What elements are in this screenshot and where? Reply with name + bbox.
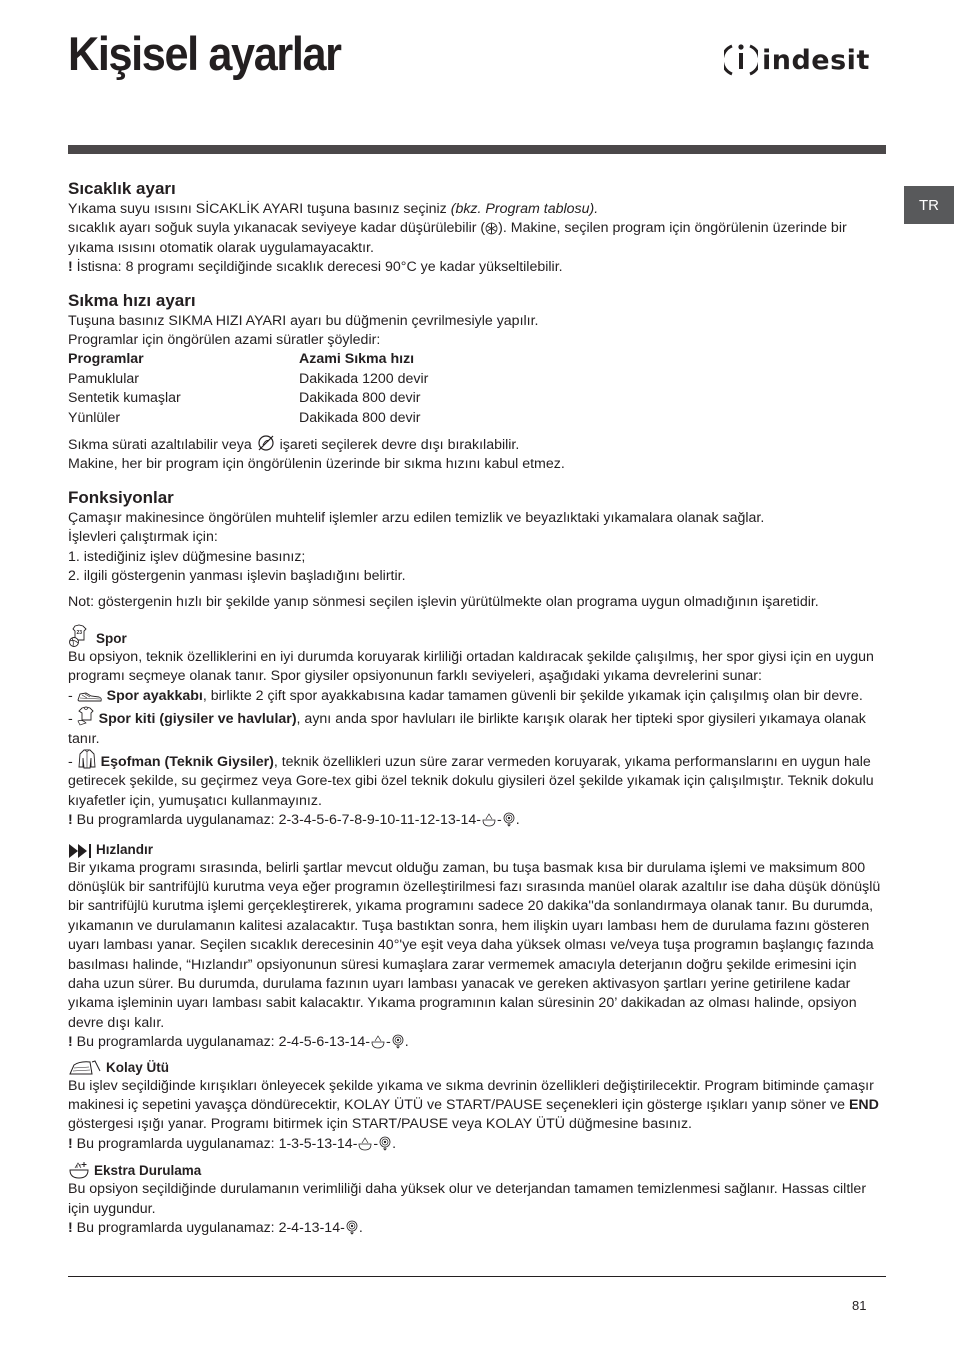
exclamation-mark: ! bbox=[68, 1135, 73, 1152]
speedup-heading: Hızlandır bbox=[96, 841, 154, 857]
period: . bbox=[358, 1220, 363, 1237]
main-content bbox=[68, 178, 888, 1238]
functions-how-to: İşlevleri çalıştırmak için: bbox=[68, 529, 218, 546]
functions-step-1: 1. istediğiniz işlev düğmesine basınız; bbox=[68, 548, 306, 565]
table-cell: Dakikada 1200 devir bbox=[299, 370, 429, 387]
speedup-subheading bbox=[68, 841, 888, 859]
sport-kit-label: Spor kiti (giysiler ve havlular) bbox=[98, 711, 297, 728]
table-header: Programlar bbox=[68, 351, 144, 368]
exclamation-mark: ! bbox=[68, 812, 73, 829]
speedup-not-applicable bbox=[68, 1033, 888, 1052]
temperature-text: sıcaklık ayarı soğuk suyla yıkanacak seviyeye kadar düşürülebilir ( bbox=[68, 220, 486, 237]
extra-rinse-not-applicable bbox=[68, 1219, 888, 1238]
not-applicable-text: Bu programlarda uygulanamaz: 2-4-13-14- bbox=[72, 1220, 345, 1237]
easy-iron-text: seçenekleri için gösterge ışıkları yanıp söner ve bbox=[542, 1097, 849, 1114]
table-row bbox=[68, 370, 428, 389]
page-number: 81 bbox=[852, 1298, 867, 1313]
extra-rinse-subheading bbox=[68, 1160, 888, 1180]
easy-iron-not-applicable bbox=[68, 1135, 888, 1154]
indesit-logo-icon bbox=[724, 40, 758, 80]
easy-iron-subheading bbox=[68, 1059, 888, 1077]
exclamation-mark: ! bbox=[68, 259, 73, 276]
functions-step-2: 2. ilgili göstergenin yanması işlevin başladığını belirtir. bbox=[68, 568, 406, 585]
end-label: END bbox=[848, 1097, 879, 1114]
table-row bbox=[68, 389, 428, 408]
sport-jersey-icon bbox=[68, 624, 92, 648]
spin-drain-icon bbox=[378, 1136, 392, 1151]
brand-name: indesit bbox=[762, 44, 870, 76]
temperature-section bbox=[68, 178, 888, 278]
spin-line2: Programlar için öngörülen azami süratler şöyledir: bbox=[68, 332, 381, 349]
table-cell: Dakikada 800 devir bbox=[299, 409, 421, 426]
easy-iron-desc bbox=[68, 1077, 888, 1135]
bullet-dash: - bbox=[68, 753, 73, 770]
sport-not-applicable bbox=[68, 811, 888, 830]
extra-rinse-heading: Ekstra Durulama bbox=[94, 1163, 202, 1179]
table-cell: Sentetik kumaşlar bbox=[68, 390, 181, 407]
period: . bbox=[392, 1135, 397, 1152]
page-title: Kişisel ayarlar bbox=[68, 27, 341, 80]
temperature-line2 bbox=[68, 219, 888, 258]
program-table-ref: (bkz. Program tablosu). bbox=[450, 201, 599, 217]
temperature-text: ). Makine, seçilen program için öngörülenin üzerinde bir yıkama ısısını otomatik olarak uygulamayacaktır. bbox=[68, 220, 847, 256]
bullet-dash: - bbox=[386, 1034, 391, 1051]
sport-section bbox=[68, 624, 888, 831]
easy-iron-section bbox=[68, 1059, 888, 1155]
bullet-dash: - bbox=[68, 711, 73, 728]
sport-shoes bbox=[68, 687, 888, 706]
spin-text: işareti seçilerek devre dışı bırakılabilir. bbox=[275, 437, 520, 454]
language-tab: TR bbox=[904, 186, 954, 224]
period: . bbox=[515, 812, 520, 829]
spin-line3 bbox=[68, 434, 888, 455]
table-cell: Yünlüler bbox=[68, 409, 121, 426]
sport-tracksuit bbox=[68, 749, 888, 811]
temperature-text: Yıkama suyu ısısını SİCAKLİK AYARI tuşuna basınız seçiniz bbox=[68, 201, 451, 217]
extra-rinse-desc: Bu opsiyon seçildiğinde durulamanın verimliliği daha yüksek olur ve deterjandan tamamen temizlenmesi sağlanır. Hassas ciltler için uygundur. bbox=[68, 1181, 867, 1217]
svg-text:23: 23 bbox=[76, 629, 83, 636]
not-applicable-text: Bu programlarda uygulanamaz: 1-3-5-13-14- bbox=[72, 1135, 358, 1152]
sport-shoes-label: Spor ayakkabı bbox=[106, 687, 203, 704]
easy-iron-text: veya KOLAY ÜTÜ düğmesine basınız. bbox=[448, 1116, 692, 1133]
extra-rinse-icon bbox=[68, 1160, 90, 1180]
temperature-note-text: İstisna: 8 programı seçildiğinde sıcaklık derecesi 90°C ye kadar yükseltilebilir. bbox=[72, 259, 563, 276]
spin-drain-icon bbox=[345, 1220, 359, 1235]
sport-shoes-text: , birlikte 2 çift spor ayakkabısına kadar tamamen güvenli bir şekilde yıkamak için çalışılmış olan bir devre. bbox=[202, 687, 863, 704]
sport-heading: Spor bbox=[96, 630, 127, 646]
tracksuit-label: Eşofman (Teknik Giysiler) bbox=[100, 753, 274, 770]
extra-rinse-symbol-icon bbox=[481, 813, 497, 827]
functions-intro: Çamaşır makinesince öngörülen muhtelif işlemler arzu edilen temizlik ve beyazlıktaki yıkamalara olanak sağlar. bbox=[68, 509, 765, 526]
no-spin-icon bbox=[256, 434, 276, 452]
sport-kit-icon bbox=[77, 706, 95, 726]
not-applicable-text: Bu programlarda uygulanamaz: 2-3-4-5-6-7-8-9-10-11-12-13-14- bbox=[72, 812, 481, 829]
easy-iron-heading: Kolay Ütü bbox=[106, 1059, 170, 1075]
spin-heading: Sıkma hızı ayarı bbox=[68, 290, 196, 310]
functions-section bbox=[68, 487, 888, 612]
sport-subheading bbox=[68, 624, 888, 648]
table-cell: Pamuklular bbox=[68, 370, 139, 387]
functions-note: Not: göstergenin hızlı bir şekilde yanıp sönmesi seçilen işlevin yürütülmekte olan programa uygun olmadığının işaretidir. bbox=[68, 593, 819, 610]
table-header-row bbox=[68, 350, 428, 369]
spin-text: Sıkma sürati azaltılabilir veya bbox=[68, 437, 256, 454]
start-pause-label: START/PAUSE bbox=[351, 1116, 449, 1133]
speedup-desc: Bir yıkama programı sırasında, belirli şartlar mevcut olduğu zaman, bu tuşa basmak kısa bir durulama işlemi ve maksimum 800 dönüşlük bir santrifüjlü kurutma veya eğer programın özelleştirilmesi fazı sırasında manüel olarak azaltılır ise daha düşük dönüşlü bir santrifüjlü kurutma işlemi gerçekleştirerek, yıkama programını sadece 20 dakika''da sonlandırmaya olanak tanır. Bu durumda, yıkamanın ve durulamanın kalitesi azalacaktır. Tuşa bastıktan sonra, hem ilişkin uyarı lambası hem de durulama fazını gösteren uyarı lambası yanar. Seçilen sıcaklık derecesinin 40°'ye eşit veya daha yüksek olması ve/veya tuşa programın başlangıç fazında basılması halinde, “Hızlandır” opsiyonunun süresi kumaşlara zarar vermemek amacıyla deterjanın doğru şekilde erimesini için daha uzun sürer. Bu durumda, durulama fazının uyarı lambası yanacak ve gereken aktivasyon şartları yerine getirilene kadar yıkama işleminin uyarı lambası sabit kalacaktır. Yıkama programının kalan süresinin 20’ dakikadan az olması halinde, opsiyon devre dışı kalır. bbox=[68, 859, 881, 1031]
spin-drain-icon bbox=[391, 1034, 405, 1049]
spin-line1: Tuşuna basınız SIKMA HIZI AYARI ayarı bu düğmenin çevrilmesiyle yapılır. bbox=[68, 312, 539, 329]
table-row bbox=[68, 409, 428, 428]
footer-divider bbox=[68, 1276, 886, 1277]
temperature-heading: Sıcaklık ayarı bbox=[68, 179, 176, 198]
sport-kit bbox=[68, 706, 888, 749]
functions-heading: Fonksiyonlar bbox=[68, 487, 174, 507]
header-divider bbox=[68, 145, 886, 154]
sport-shoe-icon bbox=[77, 691, 103, 703]
speedup-section bbox=[68, 841, 888, 1053]
brand-logo bbox=[724, 40, 870, 80]
bullet-dash: - bbox=[68, 687, 73, 704]
bullet-dash: - bbox=[373, 1135, 379, 1152]
table-header: Azami Sıkma hızı bbox=[299, 351, 415, 368]
not-applicable-text: Bu programlarda uygulanamaz: 2-4-5-6-13-14- bbox=[72, 1034, 371, 1051]
easy-iron-text: göstergesi ışığı yanar. Programı bitirmek için bbox=[68, 1116, 352, 1133]
tracksuit-text: , teknik özellikleri uzun süre zarar vermeden koruyarak, yıkama performanslarını en uygun hale getirecek şekilde, su geçirmez veya Gore-tex gibi özel teknik dokulu giysileri özel şekilde yıkamak için çalışılmıştır. Teknik dokulu kıyafetler için, yumuşatıcı kullanmayınız. bbox=[68, 753, 874, 809]
iron-icon bbox=[68, 1059, 102, 1077]
tracksuit-icon bbox=[77, 749, 97, 769]
exclamation-mark: ! bbox=[68, 1034, 73, 1051]
easy-iron-text: Bu işlev seçildiğinde kırışıkları önleyecek şekilde yıkama ve sıkma devrinin özellikleri değiştirilecektir. Program bitiminde çamaşır makinesi iç sepetini yavaşça döndürecektir, KOLAY ÜTÜ ve bbox=[68, 1077, 874, 1114]
exclamation-mark: ! bbox=[68, 1220, 73, 1237]
spin-drain-icon bbox=[502, 812, 516, 827]
extra-rinse-section bbox=[68, 1160, 888, 1238]
period: . bbox=[404, 1034, 409, 1051]
snowflake-icon bbox=[485, 222, 498, 235]
start-pause-label: START/PAUSE bbox=[445, 1097, 543, 1114]
bullet-dash: - bbox=[496, 812, 502, 829]
table-cell: Dakikada 800 devir bbox=[299, 390, 421, 407]
extra-rinse-symbol-icon bbox=[357, 1137, 373, 1151]
temperature-line1 bbox=[68, 200, 888, 219]
fast-forward-icon bbox=[68, 843, 92, 859]
extra-rinse-symbol-icon bbox=[370, 1035, 386, 1049]
spin-line4: Makine, her bir program için öngörülenin üzerinde bir sıkma hızını kabul etmez. bbox=[68, 456, 565, 473]
spin-speed-table bbox=[68, 350, 428, 428]
sport-desc: Bu opsiyon, teknik özelliklerini en iyi durumda koruyarak kirliliği ortadan kaldıracak şekilde çalışılmış, her spor giysi için en uygun programı seçmeye olanak tanır. Spor giysiler opsiyonunun farklı seviyeleri, aşağıdaki yıkama devrelerini sunar: bbox=[68, 648, 874, 685]
temperature-note bbox=[68, 258, 888, 277]
sport-kit-text: , aynı anda spor havluları ile birlikte karışık olarak her tipteki spor giysileri yıkamaya olanak tanır. bbox=[68, 711, 866, 747]
spin-section bbox=[68, 290, 888, 475]
